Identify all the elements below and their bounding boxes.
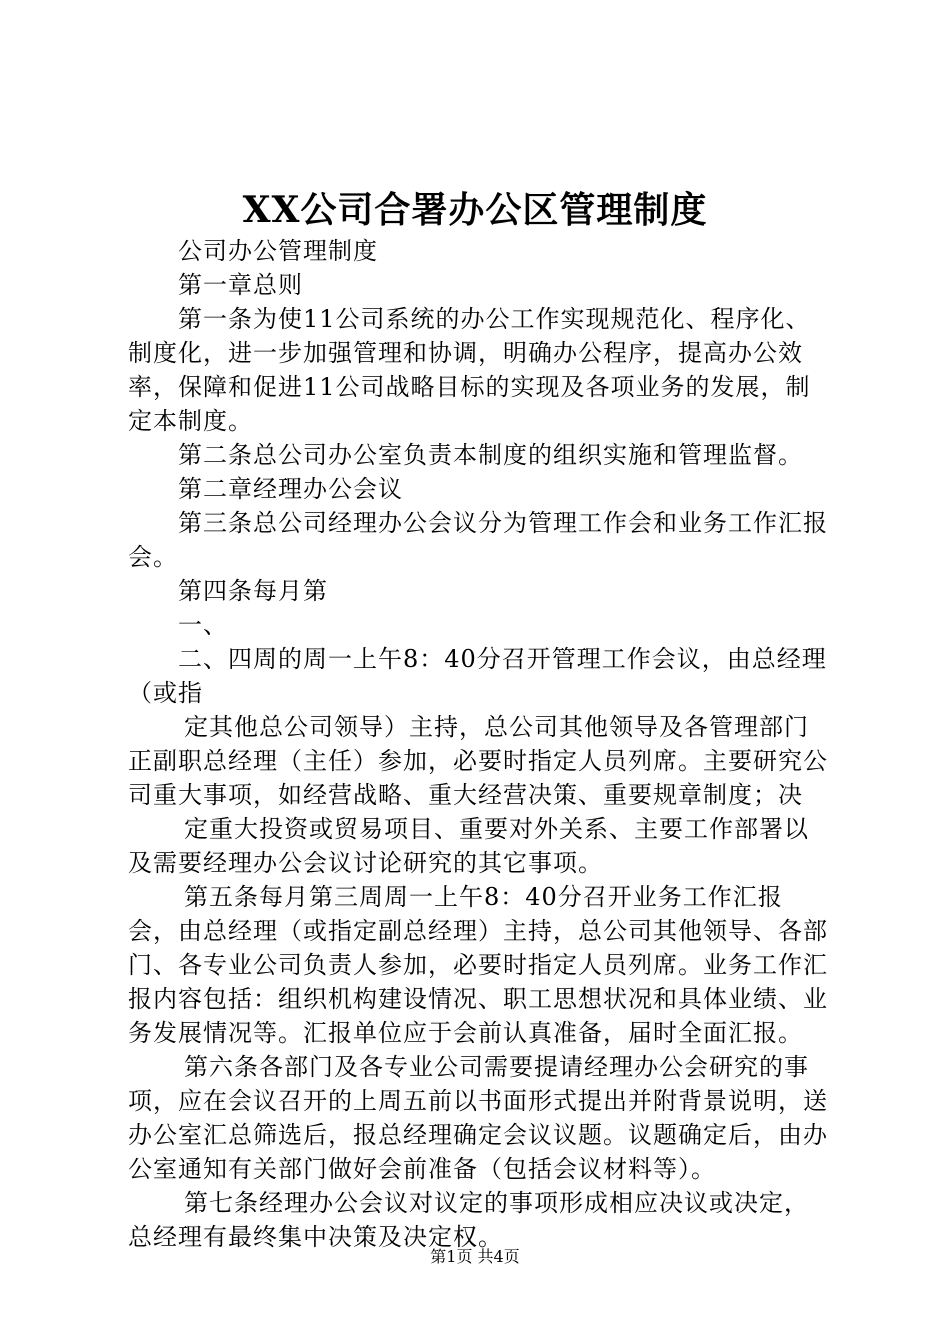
- paragraph: 第五条每月第三周周一上午8：40分召开业务工作汇报会，由总经理（或指定副总经理）主持，总公司其他领导、各部门、各专业公司负责人参加，必要时指定人员列席。业务工作汇报内容包括：组织机构建设情况、职工思想状况和具体业绩、业务发展情况等。汇报单位应于会前认真准备，届时全面汇报。: [128, 883, 828, 1047]
- paragraph: 第二条总公司办公室负责本制度的组织实施和管理监督。: [178, 441, 803, 469]
- paragraph: 定重大投资或贸易项目、重要对外关系、主要工作部署以及需要经理办公会议讨论研究的其它事项。: [128, 815, 809, 877]
- paragraph: 第二章经理办公会议: [178, 475, 403, 503]
- document-title: XX公司合署办公区管理制度: [242, 189, 708, 231]
- paragraph: 第一条为使11公司系统的办公工作实现规范化、程序化、制度化，进一步加强管理和协调，明确办公程序，提高办公效率，保障和促进11公司战略目标的实现及各项业务的发展，制定本制度。: [128, 305, 811, 435]
- paragraph: 第六条各部门及各专业公司需要提请经理办公会研究的事项，应在会议召开的上周五前以书面形式提出并附背景说明，送办公室汇总筛选后，报总经理确定会议议题。议题确定后，由办公室通知有关部门做好会前准备（包括会议材料等）。: [128, 1053, 828, 1183]
- paragraph: 公司办公管理制度: [178, 237, 378, 265]
- paragraph: 第三条总公司经理办公会议分为管理工作会和业务工作汇报会。: [128, 509, 828, 571]
- paragraph: 第四条每月第: [178, 577, 328, 605]
- paragraph: 第七条经理办公会议对议定的事项形成相应决议或决定，总经理有最终集中决策及决定权。: [128, 1189, 809, 1251]
- paragraph: 第一章总则: [178, 271, 303, 299]
- page-footer: 第1页 共4页: [430, 1247, 520, 1266]
- document-body: [128, 234, 830, 1254]
- paragraph: 二、四周的周一上午8：40分召开管理工作会议，由总经理（或指: [128, 645, 827, 707]
- paragraph: 定其他总公司领导）主持，总公司其他领导及各管理部门正副职总经理（主任）参加，必要时指定人员列席。主要研究公司重大事项，如经营战略、重大经营决策、重要规章制度；决: [128, 713, 828, 809]
- paragraph: 一、: [178, 611, 228, 639]
